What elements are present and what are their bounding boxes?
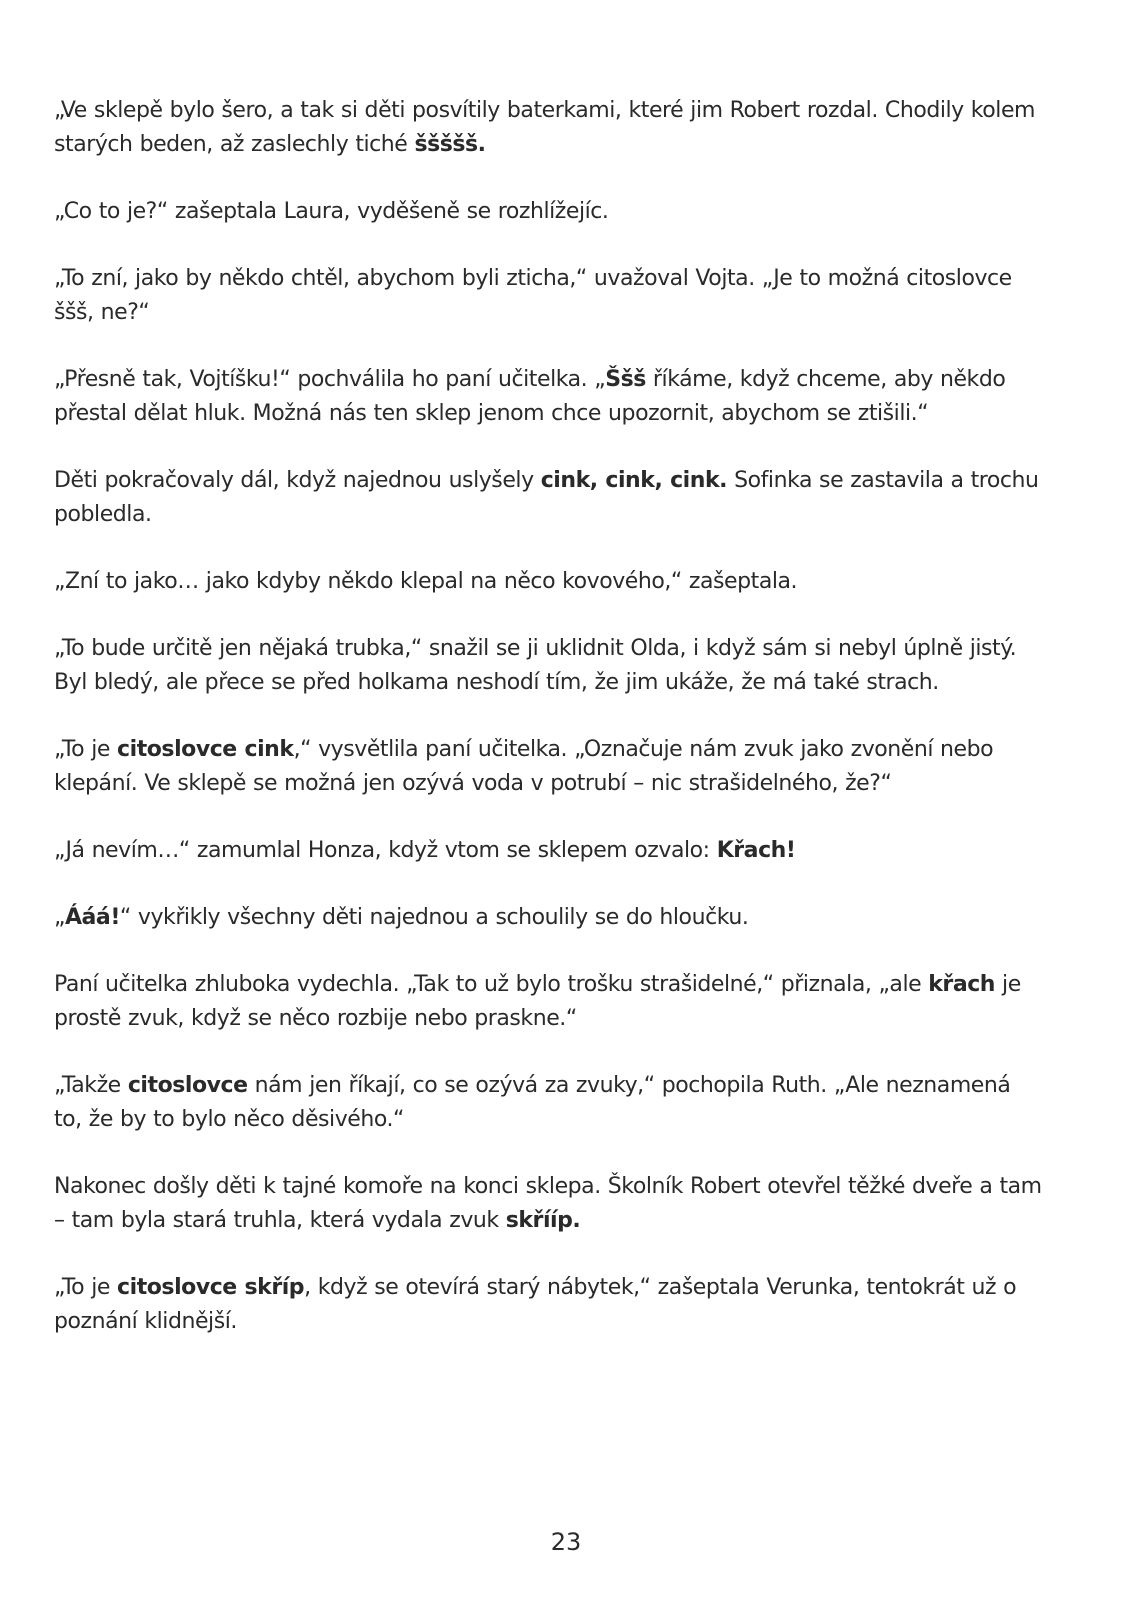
- text-run: říkáme, když chceme, aby někdo přestal dělat hluk. Možná nás ten sklep jenom chce upozornit, abychom se ztišili.“: [54, 367, 1006, 426]
- text-run: Paní učitelka zhluboka vydechla. „Tak to už bylo trošku strašidelné,“ přiznala, „ale: [54, 972, 929, 997]
- bold-text: skřííp.: [505, 1208, 581, 1233]
- text-run: „To zní, jako by někdo chtěl, abychom byli zticha,“ uvažoval Vojta. „Je to možná citoslovce ššš, ne?“: [54, 266, 1012, 325]
- text-run: „To je: [54, 1275, 118, 1300]
- text-run: „Já nevím…“ zamumlal Honza, když vtom se sklepem ozvalo:: [54, 838, 717, 863]
- text-run: „Přesně tak, Vojtíšku!“ pochválila ho paní učitelka. „: [54, 367, 606, 392]
- text-run: „Ve sklepě bylo šero, a tak si děti posvítily baterkami, které jim Robert rozdal. Chodily kolem starých beden, až zaslechly tiché: [54, 98, 1036, 157]
- bold-text: ššššš.: [414, 132, 486, 157]
- paragraph: [54, 464, 1044, 532]
- bold-text: Ááá!: [64, 905, 120, 930]
- paragraph: [54, 1170, 1044, 1238]
- text-run: “ vykřikly všechny děti najednou a schoulily se do hloučku.: [119, 905, 749, 930]
- bold-text: citoslovce: [127, 1073, 248, 1098]
- bold-text: citoslovce cink: [117, 737, 294, 762]
- text-run: ,“ vysvětlila paní učitelka. „Označuje nám zvuk jako zvonění nebo klepání. Ve sklepě se možná jen ozývá voda v potrubí – nic strašidelného, že?“: [54, 737, 994, 796]
- text-run: Sofinka se zastavila a trochu pobledla.: [54, 468, 1039, 527]
- text-run: „Takže: [54, 1073, 128, 1098]
- text-run: nám jen říkají, co se ozývá za zvuky,“ pochopila Ruth. „Ale neznamená to, že by to bylo něco děsivého.“: [54, 1073, 1011, 1132]
- text-run: „: [54, 905, 65, 930]
- paragraph: [54, 733, 1044, 801]
- text-run: „Zní to jako… jako kdyby někdo klepal na něco kovového,“ zašeptala.: [54, 569, 798, 594]
- paragraph: [54, 262, 1044, 330]
- paragraph: [54, 195, 1044, 229]
- text-run: „Co to je?“ zašeptala Laura, vyděšeně se rozhlížejíc.: [54, 199, 609, 224]
- paragraph: [54, 632, 1044, 700]
- paragraph: [54, 901, 1044, 935]
- paragraph: [54, 565, 1044, 599]
- text-run: Nakonec došly děti k tajné komoře na konci sklepa. Školník Robert otevřel těžké dveře a tam – tam byla stará truhla, která vydala zvuk: [54, 1174, 1042, 1233]
- paragraph: [54, 94, 1044, 162]
- text-run: , když se otevírá starý nábytek,“ zašeptala Verunka, tentokrát už o poznání klidnější.: [54, 1275, 1017, 1334]
- paragraph: [54, 1271, 1044, 1339]
- bold-text: citoslovce skříp: [117, 1275, 305, 1300]
- paragraph: [54, 1069, 1044, 1137]
- bold-text: křach: [928, 972, 996, 997]
- text-run: „To bude určitě jen nějaká trubka,“ snažil se ji uklidnit Olda, i když sám si nebyl úplně jistý. Byl bledý, ale přece se před holkama neshodí tím, že jim ukáže, že má také strach.: [54, 636, 1017, 695]
- story-text: [54, 94, 1044, 1372]
- bold-text: Ššš: [605, 367, 646, 392]
- text-run: je prostě zvuk, když se něco rozbije nebo praskne.“: [54, 972, 1021, 1031]
- text-run: „To je: [54, 737, 118, 762]
- text-run: Děti pokračovaly dál, když najednou uslyšely: [54, 468, 541, 493]
- paragraph: [54, 834, 1044, 868]
- page-number: 23: [550, 1528, 582, 1556]
- paragraph: [54, 363, 1044, 431]
- bold-text: Křach!: [716, 838, 796, 863]
- paragraph: [54, 968, 1044, 1036]
- bold-text: cink, cink, cink.: [540, 468, 728, 493]
